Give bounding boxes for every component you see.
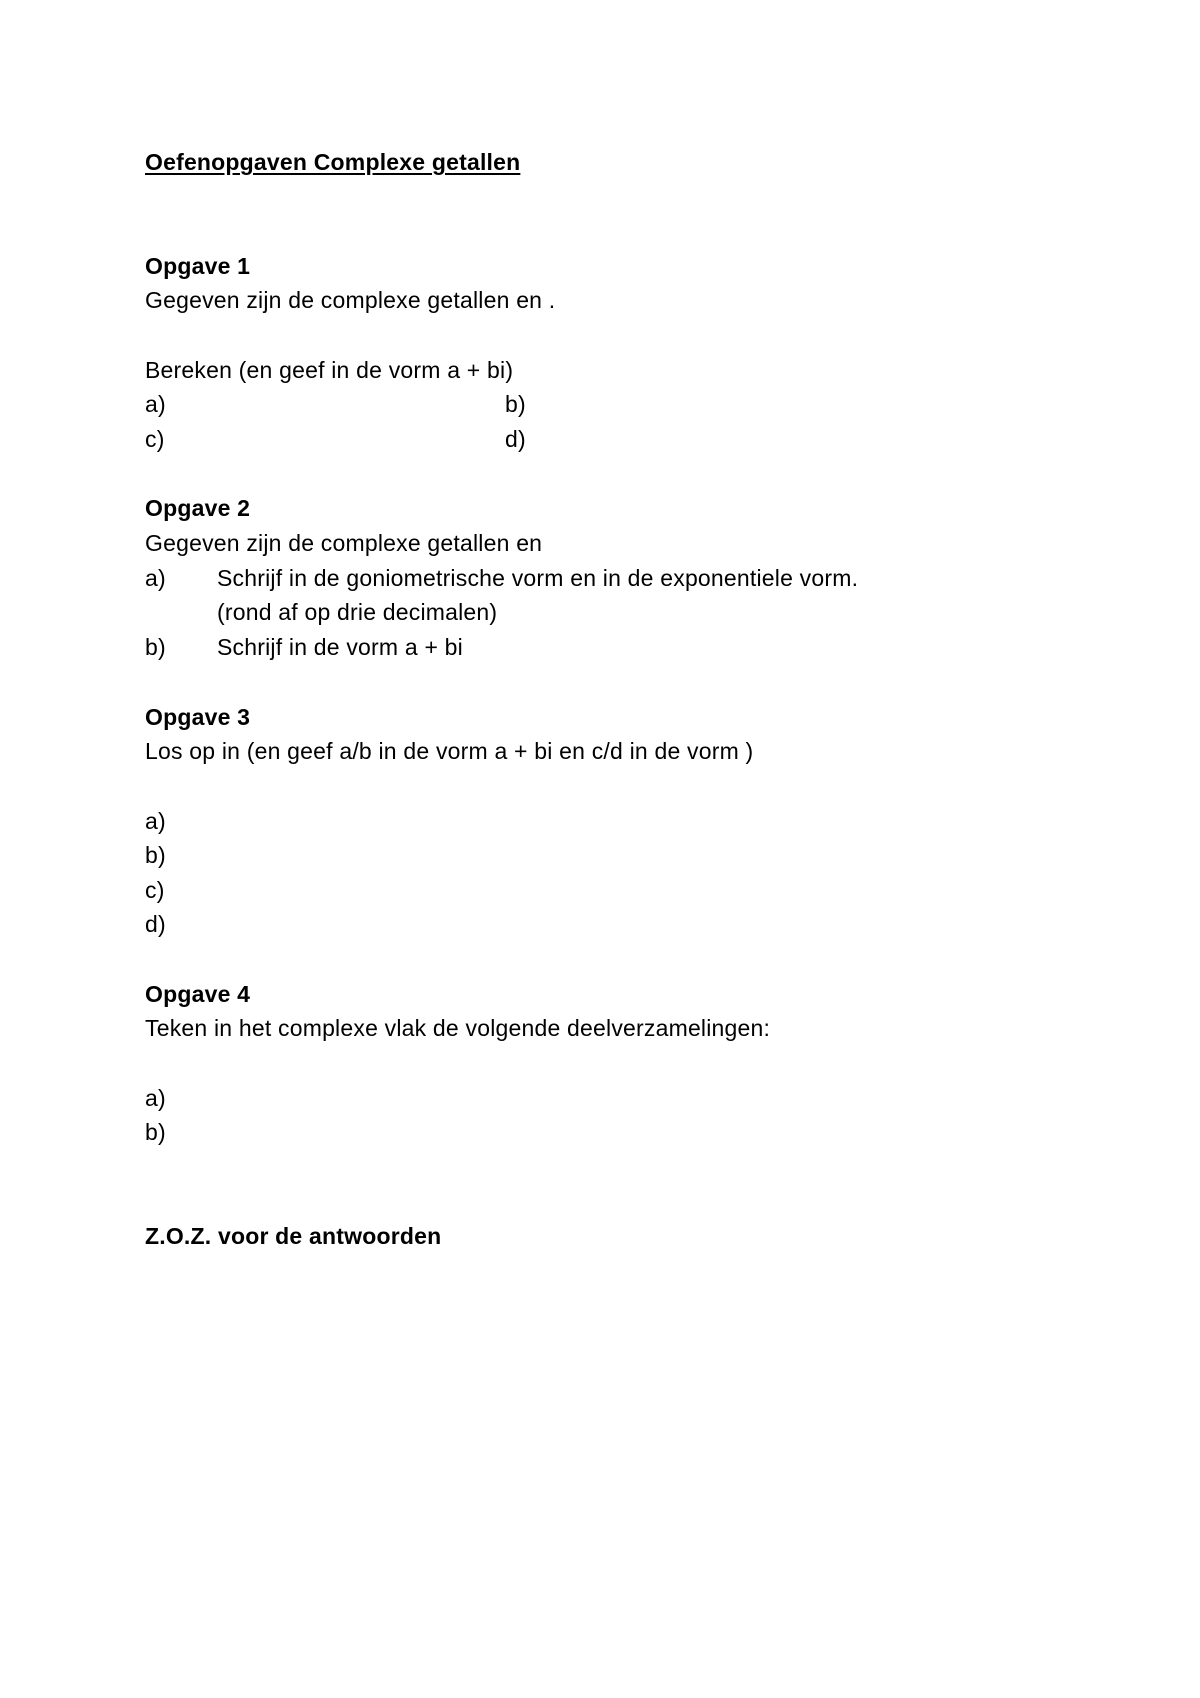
opgave3-heading: Opgave 3 (145, 704, 251, 730)
opgave4-intro: Teken in het complexe vlak de volgende deelverzamelingen: (145, 1015, 771, 1041)
opgave2-item-a-label: a) (145, 565, 166, 591)
opgave4-item-b: b) (145, 1119, 166, 1145)
page-title: Oefenopgaven Complexe getallen (145, 149, 521, 175)
opgave2-heading: Opgave 2 (145, 495, 251, 521)
opgave2-item-b (145, 633, 1045, 661)
opgave2-item-b-label: b) (145, 634, 166, 660)
opgave1-item-c: c) (145, 426, 165, 452)
opgave1-row-cd (145, 425, 845, 453)
opgave2-item-a-note-text: (rond af op drie decimalen) (217, 599, 498, 625)
opgave1-instruction: Bereken (en geef in de vorm a + bi) (145, 357, 514, 383)
opgave3-item-d: d) (145, 911, 166, 937)
opgave3-item-c: c) (145, 877, 165, 903)
opgave2-item-a (145, 564, 1045, 592)
footer-note: Z.O.Z. voor de antwoorden (145, 1223, 442, 1249)
opgave3-item-b: b) (145, 842, 166, 868)
opgave1-row-ab (145, 390, 845, 418)
opgave2-item-b-text: Schrijf in de vorm a + bi (217, 634, 463, 660)
opgave1-item-d: d) (505, 426, 526, 452)
opgave3-intro: Los op in (en geef a/b in de vorm a + bi en c/d in de vorm ) (145, 738, 754, 764)
opgave1-heading: Opgave 1 (145, 253, 251, 279)
opgave3-item-a: a) (145, 808, 166, 834)
opgave1-item-a: a) (145, 391, 166, 417)
opgave2-item-a-text: Schrijf in de goniometrische vorm en in de exponentiele vorm. (217, 565, 859, 591)
opgave4-item-a: a) (145, 1085, 166, 1111)
opgave1-item-b: b) (505, 391, 526, 417)
opgave4-heading: Opgave 4 (145, 981, 251, 1007)
opgave2-intro: Gegeven zijn de complexe getallen en (145, 530, 543, 556)
opgave1-intro: Gegeven zijn de complexe getallen en . (145, 287, 556, 313)
